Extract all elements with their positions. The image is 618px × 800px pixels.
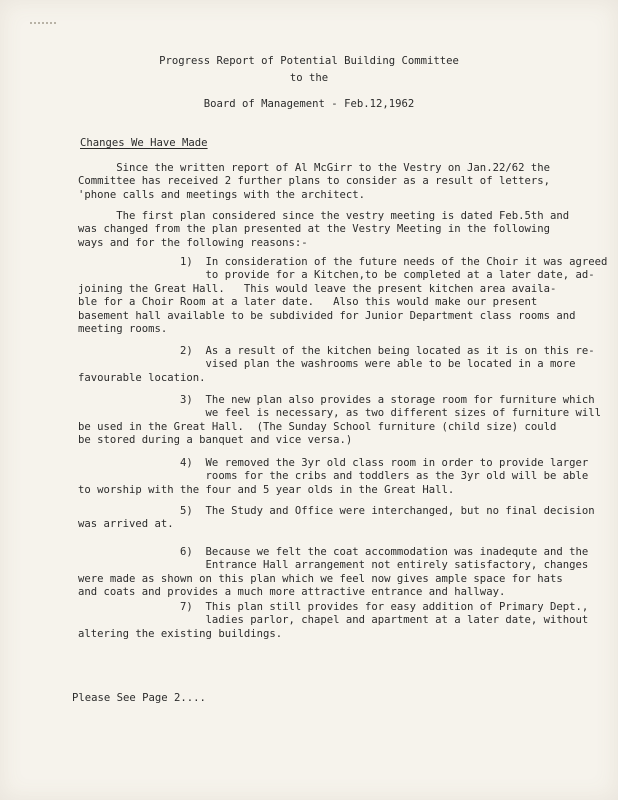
paragraph-line: favourable location. (78, 371, 206, 384)
paragraph-line: and coats and provides a much more attractive entrance and hallway. (78, 586, 506, 599)
paragraph-line: 'phone calls and meetings with the architect. (78, 188, 366, 201)
paragraph-line: altering the existing buildings. (78, 627, 283, 640)
paragraph-line: ladies parlor, chapel and apartment at a later date, without (78, 614, 589, 627)
paragraph-line: we feel is necessary, as two different sizes of furniture will (78, 407, 601, 420)
paragraph-item-6 (78, 546, 589, 600)
paragraph-line: were made as shown on this plan which we feel now gives ample space for hats (78, 572, 563, 585)
paragraph-line: was arrived at. (78, 518, 174, 531)
paragraph-line: 6) Because we felt the coat accommodation was inadequte and the (78, 546, 589, 558)
paragraph-line: 7) This plan still provides for easy addition of Primary Dept., (78, 601, 589, 613)
paragraph-line: 5) The Study and Office were interchanged, but no final decision (78, 505, 595, 517)
paragraph-line: Since the written report of Al McGirr to the Vestry on Jan.22/62 the (78, 162, 550, 174)
paragraph-line: 2) As a result of the kitchen being located as it is on this re- (78, 345, 595, 357)
section-heading: Changes We Have Made (80, 137, 208, 149)
paragraph-line: Committee has received 2 further plans to consider as a result of letters, (78, 175, 550, 188)
paragraph-first-plan (78, 210, 570, 250)
paragraph-intro (78, 162, 556, 202)
paragraph-line: 1) In consideration of the future needs of the Choir it was agreed (78, 256, 608, 268)
report-recipient-date: Board of Management - Feb.12,1962 (203, 98, 415, 110)
paragraph-line: be stored during a banquet and vice versa.) (78, 434, 353, 447)
paragraph-line: to worship with the four and 5 year olds in the Great Hall. (78, 483, 455, 496)
paragraph-line: Entrance Hall arrangement not entirely satisfactory, changes (78, 559, 589, 572)
paragraph-line: to provide for a Kitchen,to be completed at a later date, ad- (78, 269, 595, 282)
paragraph-line: basement hall available to be subdivided for Junior Department class rooms and (78, 309, 576, 322)
paragraph-item-7 (78, 601, 589, 641)
paragraph-item-2 (78, 345, 595, 385)
paragraph-line: rooms for the cribs and toddlers as the 3yr old will be able (78, 470, 589, 483)
paragraph-line: The first plan considered since the vestry meeting is dated Feb.5th and (78, 210, 570, 222)
paragraph-line: be used in the Great Hall. (The Sunday School furniture (child size) could (78, 420, 557, 433)
paragraph-line: ble for a Choir Room at a later date. Also this would make our present (78, 296, 538, 309)
paragraph-line: ways and for the following reasons:- (78, 236, 308, 249)
paragraph-line: meeting rooms. (78, 323, 168, 336)
paragraph-line: was changed from the plan presented at the Vestry Meeting in the following (78, 223, 550, 236)
report-recipient-prefix: to the (289, 72, 329, 84)
staple-mark (30, 22, 56, 27)
continued-note: Please See Page 2.... (72, 692, 206, 704)
paragraph-item-4 (78, 457, 589, 497)
paragraph-item-3 (78, 394, 601, 448)
paragraph-line: vised plan the washrooms were able to be located in a more (78, 358, 576, 371)
report-title: Progress Report of Potential Building Committee (159, 55, 459, 67)
paragraph-item-5 (78, 505, 595, 532)
paragraph-item-1 (78, 256, 608, 336)
paragraph-line: joining the Great Hall. This would leave the present kitchen area availa- (78, 282, 557, 295)
paragraph-line: 3) The new plan also provides a storage room for furniture which (78, 394, 595, 406)
paragraph-line: 4) We removed the 3yr old class room in order to provide larger (78, 457, 589, 469)
